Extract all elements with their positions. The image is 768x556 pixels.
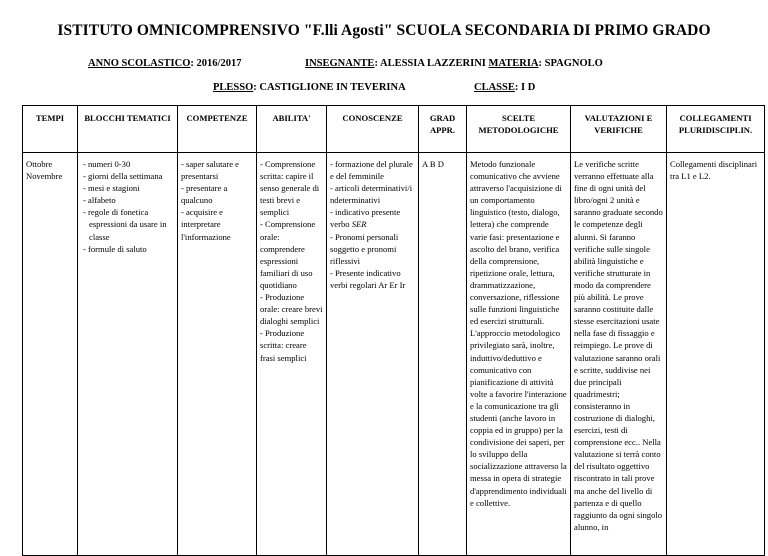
anno-value: : 2016/2017 bbox=[190, 58, 242, 69]
classe bbox=[474, 82, 535, 93]
list-item: - acquisire e interpretare l'informazione bbox=[181, 207, 231, 242]
list-item: - numeri 0-30 bbox=[83, 159, 131, 169]
insegnante-materia bbox=[305, 58, 603, 69]
cell-collegamenti: Collegamenti disciplinari tra L1 e L2. bbox=[667, 153, 765, 556]
list-item: - regole di fonetica espressioni da usare in classe bbox=[83, 207, 167, 242]
list-item: - alfabeto bbox=[83, 195, 116, 206]
column-header-valutazioni: VALUTAZIONI E VERIFICHE bbox=[571, 106, 667, 153]
plesso bbox=[213, 82, 406, 93]
conoscenze-ser-verb: SER bbox=[351, 219, 367, 230]
cell-valutazioni: Le verifiche scritte verranno effettuate alla fine di ogni unità del libro/ogni 2 unità e saranno graduate secondo le competenze degli alunni. Si faranno verifiche sulle singole abilità linguistiche e verifiche strutturate in modo da comprendere più abilità. Le prove saranno costituite dalle stesse esercitazioni usate nella fase di fissaggio e reimpiego. Le prove di valutazione saranno orali e scritte, suddivise nei due principali quadrimestri; consisteranno in costruzione di dialoghi, esercizi, testi di comprensione ecc.. Nella valutazione si terrà conto del risultato oggettivo riscontrato in tali prove ma anche del livello di partenza e di quello raggiunto da ogni singolo alunno, in bbox=[571, 153, 667, 556]
cell-tempi: Ottobre Novembre bbox=[23, 153, 78, 556]
list-item: - mesi e stagioni bbox=[83, 183, 140, 194]
column-header-conoscenze: CONOSCENZE bbox=[327, 106, 419, 153]
column-header-competenze: COMPETENZE bbox=[178, 106, 257, 153]
list-item: - Presente indicativo verbi regolari Ar Er Ir bbox=[330, 267, 406, 290]
column-header-collegamenti: COLLEGAMENTI PLURIDISCIPLIN. bbox=[667, 106, 765, 153]
cell-metodologiche: Metodo funzionale comunicativo che avviene attraverso l'acquisizione di un comportamento linguistico (testo, dialogo, lettera) che comprende varie fasi: presentazione e ascolto del brano, verifica della comprensione, ripetizione orale, lettura, drammatizzazione, conversazione, riflessione sulle funzioni linguistiche ed esercizi strutturali. L'approccio metodologico privilegiato sarà, inoltre, induttivo/deduttivo e comunicativo con pianificazione di attività volte a favorire l'interazione e la comunicazione tra gli studenti (anche lavoro in coppia ed in gruppo) per la condivisione dei saperi, per lo sviluppo della socializzazione attraverso la messa in opera di strategie d'apprendimento individuali e collettive. bbox=[467, 153, 571, 556]
materia-label: MATERIA bbox=[488, 58, 539, 69]
document-title: ISTITUTO OMNICOMPRENSIVO "F.lli Agosti" SCUOLA SECONDARIA DI PRIMO GRADO bbox=[57, 22, 711, 39]
list-item: - Pronomi personali soggetto e pronomi riflessivi bbox=[330, 231, 399, 266]
table-row bbox=[23, 153, 765, 556]
cell-blocchi bbox=[78, 153, 178, 556]
list-item: - articoli determinativi/indeterminativi bbox=[330, 183, 413, 206]
column-header-tempi: TEMPI bbox=[23, 106, 78, 153]
anno-scolastico bbox=[88, 58, 241, 69]
header-row bbox=[23, 106, 765, 153]
classe-label: CLASSE bbox=[474, 82, 515, 93]
column-header-abilita: ABILITA' bbox=[257, 106, 327, 153]
list-item: - saper salutare e presentarsi bbox=[181, 159, 239, 182]
materia-value: : SPAGNOLO bbox=[538, 58, 603, 69]
list-item: - presentare a qualcuno bbox=[181, 183, 228, 206]
conoscenze-ser-text: - indicativo presente verbo bbox=[330, 207, 401, 230]
list-item: - formazione del plurale e del femminile bbox=[330, 159, 413, 182]
plesso-label: PLESSO bbox=[213, 82, 254, 93]
cell-abilita: - Comprensione scritta: capire il senso generale di testi brevi e semplici - Comprensione orale: comprendere espressioni familiari di uso quotidiano - Produzione orale: creare brevi dialoghi semplici - Produzione scritta: creare frasi semplici bbox=[257, 153, 327, 556]
list-item: - giorni della settimana bbox=[83, 171, 163, 182]
cell-grad: A B D bbox=[419, 153, 467, 556]
cell-conoscenze bbox=[327, 153, 419, 556]
classe-value: : I D bbox=[514, 82, 536, 93]
programming-table bbox=[22, 105, 765, 556]
column-header-metodologiche: SCELTE METODOLOGICHE bbox=[467, 106, 571, 153]
insegnante-value: : ALESSIA LAZZERINI bbox=[374, 58, 489, 69]
insegnante-label: INSEGNANTE bbox=[305, 58, 375, 69]
list-item bbox=[330, 206, 415, 230]
column-header-blocchi: BLOCCHI TEMATICI bbox=[78, 106, 178, 153]
plesso-value: : CASTIGLIONE IN TEVERINA bbox=[253, 82, 406, 93]
column-header-grad: GRAD APPR. bbox=[419, 106, 467, 153]
cell-competenze bbox=[178, 153, 257, 556]
list-item: - formule di saluto bbox=[83, 243, 147, 254]
anno-label: ANNO SCOLASTICO bbox=[88, 58, 191, 69]
